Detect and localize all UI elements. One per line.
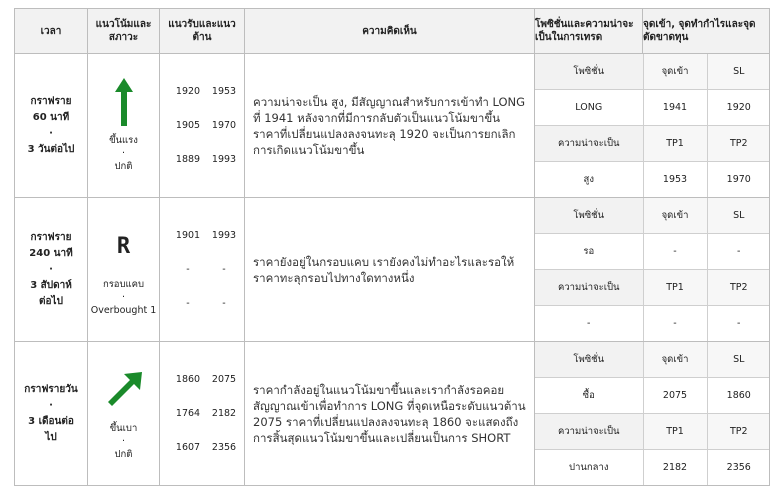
trend-label: ขึ้นเบา (109, 423, 138, 434)
levels-cell (160, 198, 245, 342)
separator-dot: · (121, 292, 126, 303)
entry-value: 1941 (643, 90, 707, 126)
entry-value: - (643, 234, 707, 270)
diagonal-up-arrow-icon (88, 366, 159, 414)
tp2-value: 1970 (707, 162, 770, 198)
table-row (15, 54, 770, 198)
sl-label: SL (707, 342, 770, 378)
resistance-value: - (222, 264, 226, 275)
level-pair (160, 219, 244, 253)
probability-label: ความน่าจะเป็น (535, 414, 643, 450)
position-label: โพซิชั่น (535, 198, 643, 234)
trend-label: กรอบแคบ (102, 279, 145, 290)
comment-text: ราคายังอยู่ในกรอบแคบ เรายังคงไม่ทำอะไรและรอให้ราคาทะลุกรอบไปทางใดทางหนึ่ง (245, 198, 535, 342)
support-value: 1920 (175, 86, 201, 97)
horizon-label: ต่อไป (39, 295, 63, 307)
probability-value: สูง (583, 174, 594, 185)
position-subtable (535, 54, 770, 197)
position-value: รอ (535, 234, 643, 270)
analysis-table-container (14, 8, 770, 486)
position-label: โพซิชั่น (535, 342, 643, 378)
sl-value: 1920 (707, 90, 770, 126)
analysis-table (14, 8, 770, 486)
header-entry: จุดเข้า, จุดทำกำไรและจุดตัดขาดทุน (643, 9, 770, 54)
sl-label: SL (707, 54, 770, 90)
trend-label: ขึ้นแรง (109, 135, 138, 146)
separator-dot: · (49, 399, 53, 411)
tp1-label: TP1 (643, 126, 707, 162)
timeframe-label: กราฟราย (30, 95, 72, 107)
tp1-value: - (643, 306, 707, 342)
separator-dot: · (49, 127, 53, 139)
timeframe-cell (15, 54, 88, 198)
sl-value: - (707, 234, 770, 270)
header-row (15, 9, 770, 54)
probability-value: - (587, 318, 591, 329)
resistance-value: 1993 (211, 154, 237, 165)
header-time: เวลา (15, 9, 88, 54)
level-pair (160, 253, 244, 287)
header-trend: แนวโน้มและสภาวะ (88, 9, 160, 54)
level-pair (160, 75, 244, 109)
tp2-value: - (707, 306, 770, 342)
tp1-label: TP1 (643, 270, 707, 306)
header-comment: ความคิดเห็น (245, 9, 535, 54)
support-value: - (186, 264, 190, 275)
level-pair (160, 287, 244, 321)
support-value: 1889 (175, 154, 201, 165)
position-cell (535, 54, 770, 198)
timeframe-label: 240 นาที (29, 247, 73, 259)
table-row (15, 198, 770, 342)
tp1-label: TP1 (643, 414, 707, 450)
timeframe-label: กราฟราย (30, 231, 72, 243)
entry-label: จุดเข้า (643, 342, 707, 378)
horizon-label: 3 วันต่อไป (27, 143, 75, 155)
position-subtable (535, 198, 770, 341)
tp1-value: 1953 (643, 162, 707, 198)
condition-label: ปกติ (114, 449, 133, 460)
support-value: 1764 (175, 408, 201, 419)
resistance-value: 1970 (211, 120, 237, 131)
probability-label: ความน่าจะเป็น (535, 126, 643, 162)
support-value: - (186, 298, 190, 309)
trend-cell (88, 198, 160, 342)
probability-value: ปานกลาง (569, 462, 609, 473)
timeframe-cell (15, 198, 88, 342)
comment-text: ความน่าจะเป็น สูง, มีสัญญาณสำหรับการเข้าทำ LONG ที่ 1941 หลังจากที่มีการกลับตัวเป็นแนวโน้มขาขึ้น ราคาที่เปลี่ยนแปลงลงจนทะลุ 1920 จะเป็นการยกเลิกการเกิดแนวโน้มขาขึ้น (245, 54, 535, 198)
separator-dot: · (121, 148, 126, 159)
levels-cell (160, 54, 245, 198)
timeframe-cell (15, 342, 88, 486)
header-levels: แนวรับและแนวต้าน (160, 9, 245, 54)
header-position: โพซิชั่นและความน่าจะเป็นในการเทรด (535, 9, 643, 54)
resistance-value: 1993 (211, 230, 237, 241)
entry-label: จุดเข้า (643, 54, 707, 90)
trend-cell (88, 342, 160, 486)
resistance-value: - (222, 298, 226, 309)
horizon-label: 3 เดือนต่อ (28, 415, 74, 427)
resistance-value: 2182 (211, 408, 237, 419)
sl-value: 1860 (707, 378, 770, 414)
resistance-value: 2075 (211, 374, 237, 385)
condition-label: Overbought 1 (90, 305, 157, 316)
probability-label: ความน่าจะเป็น (535, 270, 643, 306)
separator-dot: · (121, 436, 126, 447)
levels-cell (160, 342, 245, 486)
level-pair (160, 397, 244, 431)
sl-label: SL (707, 198, 770, 234)
tp2-label: TP2 (707, 414, 770, 450)
support-value: 1901 (175, 230, 201, 241)
separator-dot: · (49, 263, 53, 275)
tp2-label: TP2 (707, 270, 770, 306)
tp2-label: TP2 (707, 126, 770, 162)
position-cell (535, 198, 770, 342)
condition-label: ปกติ (114, 161, 133, 172)
level-pair (160, 431, 244, 465)
trend-cell (88, 54, 160, 198)
resistance-value: 1953 (211, 86, 237, 97)
up-arrow-icon (88, 78, 159, 126)
level-pair (160, 363, 244, 397)
position-label: โพซิชั่น (535, 54, 643, 90)
level-pair (160, 109, 244, 143)
support-value: 1860 (175, 374, 201, 385)
range-r-icon: R (116, 233, 131, 259)
entry-label: จุดเข้า (643, 198, 707, 234)
position-subtable (535, 342, 770, 485)
table-row (15, 342, 770, 486)
timeframe-label: 60 นาที (32, 111, 70, 123)
tp1-value: 2182 (643, 450, 707, 486)
entry-value: 2075 (643, 378, 707, 414)
support-value: 1905 (175, 120, 201, 131)
timeframe-label: กราฟรายวัน (24, 383, 78, 395)
support-value: 1607 (175, 442, 201, 453)
resistance-value: 2356 (211, 442, 237, 453)
tp2-value: 2356 (707, 450, 770, 486)
position-value: LONG (535, 90, 643, 126)
horizon-label: 3 สัปดาห์ (30, 279, 72, 291)
position-value: ซื้อ (535, 378, 643, 414)
level-pair (160, 143, 244, 177)
horizon-label: ไป (45, 431, 57, 443)
position-cell (535, 342, 770, 486)
comment-text: ราคากำลังอยู่ในแนวโน้มขาขึ้นและเรากำลังรอคอยสัญญาณเข้าเพื่อทำการ LONG ที่จุดเหนือระดับแนวต้าน 2075 ราคาที่เปลี่ยนแปลงลงจนทะลุ 1860 จะแสดงถึงการสิ้นสุดแนวโน้มขาขึ้นและเปลี่ยนเป็นการ SHORT (245, 342, 535, 486)
